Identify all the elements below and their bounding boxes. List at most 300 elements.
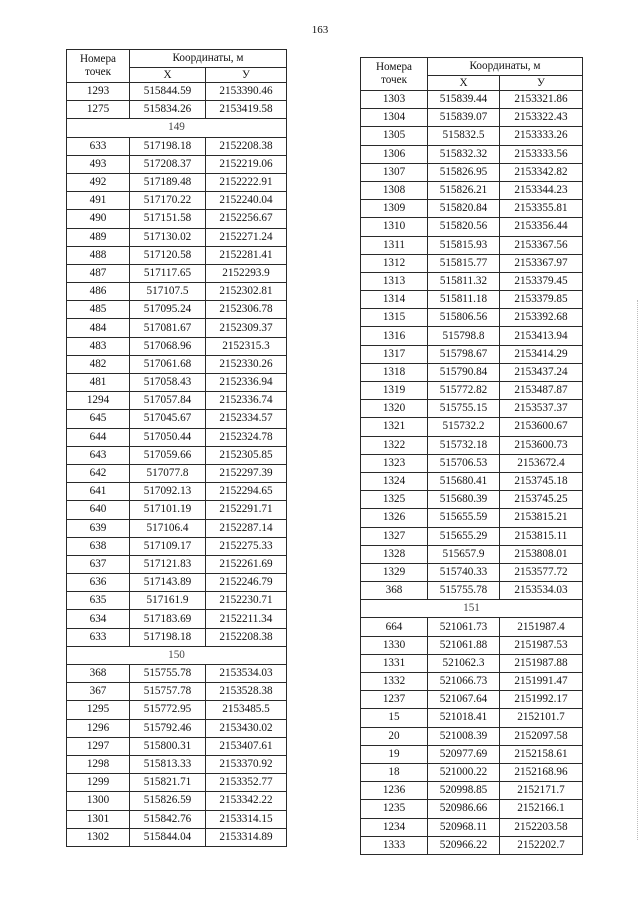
point-number-cell: 1324 — [361, 472, 428, 490]
y-coordinate-cell: 2153672.4 — [500, 454, 583, 472]
table-row — [67, 392, 287, 410]
y-coordinate-cell: 2153344.23 — [500, 181, 583, 199]
x-coordinate-cell: 517077.8 — [130, 464, 206, 482]
x-coordinate-cell: 515800.31 — [130, 737, 206, 755]
table-row — [361, 218, 583, 236]
point-number-cell: 1325 — [361, 491, 428, 509]
x-coordinate-cell: 515680.39 — [428, 491, 500, 509]
point-number-cell: 1296 — [67, 719, 130, 737]
y-coordinate-cell: 2152336.74 — [206, 392, 287, 410]
point-number-cell: 18 — [361, 763, 428, 781]
x-coordinate-cell: 520977.69 — [428, 745, 500, 763]
y-coordinate-cell: 2152315.3 — [206, 337, 287, 355]
table-row — [361, 254, 583, 272]
point-number-cell: 1304 — [361, 109, 428, 127]
y-coordinate-cell: 2153356.44 — [500, 218, 583, 236]
point-number-cell: 1305 — [361, 127, 428, 145]
table-row — [361, 236, 583, 254]
x-coordinate-cell: 515826.59 — [130, 792, 206, 810]
point-number-cell: 1331 — [361, 654, 428, 672]
x-coordinate-cell: 517109.17 — [130, 537, 206, 555]
y-coordinate-cell: 2153745.18 — [500, 472, 583, 490]
y-coordinate-cell: 2153815.21 — [500, 509, 583, 527]
x-coordinate-cell: 515706.53 — [428, 454, 500, 472]
point-number-cell: 634 — [67, 610, 130, 628]
y-coordinate-cell: 2152166.1 — [500, 800, 583, 818]
x-coordinate-cell: 515811.18 — [428, 291, 500, 309]
x-coordinate-cell: 515732.2 — [428, 418, 500, 436]
point-number-cell: 20 — [361, 727, 428, 745]
y-coordinate-cell: 2153419.58 — [206, 101, 287, 119]
point-number-cell: 488 — [67, 246, 130, 264]
point-number-cell: 633 — [67, 628, 130, 646]
y-coordinate-cell: 2152222.91 — [206, 173, 287, 191]
table-row — [361, 545, 583, 563]
x-coordinate-cell: 521061.88 — [428, 636, 500, 654]
point-number-cell: 1332 — [361, 673, 428, 691]
x-coordinate-cell: 517106.4 — [130, 519, 206, 537]
table-row — [67, 683, 287, 701]
point-number-cell: 1321 — [361, 418, 428, 436]
point-number-cell: 638 — [67, 537, 130, 555]
x-coordinate-cell: 521000.22 — [428, 763, 500, 781]
point-number-cell: 1318 — [361, 363, 428, 381]
point-number-cell: 635 — [67, 592, 130, 610]
y-coordinate-cell: 2153321.86 — [500, 91, 583, 109]
point-number-cell: 637 — [67, 555, 130, 573]
x-coordinate-cell: 515798.67 — [428, 345, 500, 363]
x-coordinate-cell: 517092.13 — [130, 483, 206, 501]
y-coordinate-cell: 2153430.02 — [206, 719, 287, 737]
point-number-cell: 15 — [361, 709, 428, 727]
x-coordinate-cell: 517095.24 — [130, 301, 206, 319]
table-row — [67, 228, 287, 246]
x-coordinate-cell: 521018.41 — [428, 709, 500, 727]
page-number: 163 — [311, 24, 329, 36]
table-row — [67, 537, 287, 555]
y-coordinate-cell: 2153815.11 — [500, 527, 583, 545]
table-row — [361, 91, 583, 109]
point-number-cell: 1303 — [361, 91, 428, 109]
point-number-cell: 1313 — [361, 272, 428, 290]
table-row — [67, 628, 287, 646]
point-number-cell: 1317 — [361, 345, 428, 363]
table-row — [361, 363, 583, 381]
y-coordinate-cell: 2151992.17 — [500, 691, 583, 709]
x-coordinate-cell: 515755.15 — [428, 400, 500, 418]
y-coordinate-cell: 2152208.38 — [206, 628, 287, 646]
x-coordinate-cell: 517081.67 — [130, 319, 206, 337]
x-coordinate-cell: 517101.19 — [130, 501, 206, 519]
table-row — [67, 83, 287, 101]
point-number-cell: 644 — [67, 428, 130, 446]
point-number-cell: 1236 — [361, 782, 428, 800]
table-row — [67, 446, 287, 464]
table-row — [67, 101, 287, 119]
point-number-cell: 1316 — [361, 327, 428, 345]
y-coordinate-cell: 2153370.92 — [206, 755, 287, 773]
x-coordinate-cell: 517198.18 — [130, 628, 206, 646]
point-number-cell: 1310 — [361, 218, 428, 236]
point-number-cell: 482 — [67, 355, 130, 373]
section-number: 150 — [67, 646, 287, 664]
y-coordinate-cell: 2152324.78 — [206, 428, 287, 446]
y-coordinate-cell: 2153355.81 — [500, 200, 583, 218]
point-number-cell: 493 — [67, 155, 130, 173]
x-coordinate-cell: 517057.84 — [130, 392, 206, 410]
x-coordinate-cell: 517130.02 — [130, 228, 206, 246]
header-y: У — [206, 68, 287, 83]
y-coordinate-cell: 2152271.24 — [206, 228, 287, 246]
y-coordinate-cell: 2152281.41 — [206, 246, 287, 264]
table-row — [361, 745, 583, 763]
x-coordinate-cell: 515811.32 — [428, 272, 500, 290]
table-row — [361, 582, 583, 600]
point-number-cell: 1306 — [361, 145, 428, 163]
point-number-cell: 1297 — [67, 737, 130, 755]
table-row — [361, 527, 583, 545]
x-coordinate-cell: 517059.66 — [130, 446, 206, 464]
x-coordinate-cell: 515790.84 — [428, 363, 500, 381]
x-coordinate-cell: 521061.73 — [428, 618, 500, 636]
table-row — [361, 109, 583, 127]
y-coordinate-cell: 2152293.9 — [206, 264, 287, 282]
x-coordinate-cell: 517058.43 — [130, 374, 206, 392]
x-coordinate-cell: 520968.11 — [428, 818, 500, 836]
table-row — [67, 501, 287, 519]
x-coordinate-cell: 517143.89 — [130, 574, 206, 592]
x-coordinate-cell: 520966.22 — [428, 836, 500, 854]
point-number-cell: 1299 — [67, 774, 130, 792]
x-coordinate-cell: 517161.9 — [130, 592, 206, 610]
header-y: У — [500, 76, 583, 91]
table-row — [361, 727, 583, 745]
table-row — [67, 155, 287, 173]
x-coordinate-cell: 517117.65 — [130, 264, 206, 282]
table-row — [361, 491, 583, 509]
x-coordinate-cell: 515655.29 — [428, 527, 500, 545]
y-coordinate-cell: 2151991.47 — [500, 673, 583, 691]
section-row — [67, 646, 287, 664]
table-row — [67, 264, 287, 282]
y-coordinate-cell: 2152287.14 — [206, 519, 287, 537]
table-body-left — [67, 83, 287, 847]
table-row — [361, 472, 583, 490]
x-coordinate-cell: 515820.56 — [428, 218, 500, 236]
table-row — [361, 181, 583, 199]
table-row — [67, 719, 287, 737]
point-number-cell: 639 — [67, 519, 130, 537]
y-coordinate-cell: 2152291.71 — [206, 501, 287, 519]
point-number-cell: 1298 — [67, 755, 130, 773]
table-row — [67, 337, 287, 355]
table-row — [361, 436, 583, 454]
x-coordinate-cell: 515826.21 — [428, 181, 500, 199]
x-coordinate-cell: 515798.8 — [428, 327, 500, 345]
point-number-cell: 1300 — [67, 792, 130, 810]
header-coordinates: Координаты, м — [428, 58, 583, 76]
y-coordinate-cell: 2152202.7 — [500, 836, 583, 854]
point-number-cell: 491 — [67, 192, 130, 210]
x-coordinate-cell: 515772.95 — [130, 701, 206, 719]
x-coordinate-cell: 515839.07 — [428, 109, 500, 127]
point-number-cell: 483 — [67, 337, 130, 355]
x-coordinate-cell: 517208.37 — [130, 155, 206, 173]
y-coordinate-cell: 2153314.89 — [206, 828, 287, 846]
point-number-cell: 643 — [67, 446, 130, 464]
point-number-cell: 640 — [67, 501, 130, 519]
table-row — [361, 145, 583, 163]
point-number-cell: 19 — [361, 745, 428, 763]
header-x: X — [130, 68, 206, 83]
y-coordinate-cell: 2153322.43 — [500, 109, 583, 127]
table-row — [67, 592, 287, 610]
x-coordinate-cell: 515792.46 — [130, 719, 206, 737]
y-coordinate-cell: 2152256.67 — [206, 210, 287, 228]
x-coordinate-cell: 515839.44 — [428, 91, 500, 109]
y-coordinate-cell: 2153367.97 — [500, 254, 583, 272]
point-number-cell: 367 — [67, 683, 130, 701]
scan-margin-line — [636, 300, 638, 840]
x-coordinate-cell: 517189.48 — [130, 173, 206, 191]
table-row — [361, 763, 583, 781]
point-number-cell: 1312 — [361, 254, 428, 272]
point-number-cell: 368 — [67, 665, 130, 683]
x-coordinate-cell: 521066.73 — [428, 673, 500, 691]
table-row — [67, 374, 287, 392]
y-coordinate-cell: 2152336.94 — [206, 374, 287, 392]
x-coordinate-cell: 517050.44 — [130, 428, 206, 446]
x-coordinate-cell: 517120.58 — [130, 246, 206, 264]
x-coordinate-cell: 515815.93 — [428, 236, 500, 254]
point-number-cell: 1234 — [361, 818, 428, 836]
point-number-cell: 636 — [67, 574, 130, 592]
x-coordinate-cell: 515832.32 — [428, 145, 500, 163]
y-coordinate-cell: 2153537.37 — [500, 400, 583, 418]
table-row — [67, 410, 287, 428]
x-coordinate-cell: 517198.18 — [130, 137, 206, 155]
x-coordinate-cell: 515680.41 — [428, 472, 500, 490]
y-coordinate-cell: 2153485.5 — [206, 701, 287, 719]
coordinates-table-left — [66, 49, 287, 847]
y-coordinate-cell: 2151987.4 — [500, 618, 583, 636]
x-coordinate-cell: 517183.69 — [130, 610, 206, 628]
y-coordinate-cell: 2152305.85 — [206, 446, 287, 464]
table-row — [67, 173, 287, 191]
table-row — [67, 283, 287, 301]
y-coordinate-cell: 2151987.53 — [500, 636, 583, 654]
x-coordinate-cell: 515844.59 — [130, 83, 206, 101]
table-row — [67, 464, 287, 482]
x-coordinate-cell: 521062.3 — [428, 654, 500, 672]
y-coordinate-cell: 2151987.88 — [500, 654, 583, 672]
y-coordinate-cell: 2152294.65 — [206, 483, 287, 501]
x-coordinate-cell: 515821.71 — [130, 774, 206, 792]
point-number-cell: 1326 — [361, 509, 428, 527]
point-number-cell: 1320 — [361, 400, 428, 418]
table-row — [361, 418, 583, 436]
point-number-cell: 489 — [67, 228, 130, 246]
point-number-cell: 1308 — [361, 181, 428, 199]
table-row — [361, 200, 583, 218]
y-coordinate-cell: 2153379.85 — [500, 291, 583, 309]
table-row — [67, 792, 287, 810]
point-number-cell: 1333 — [361, 836, 428, 854]
x-coordinate-cell: 517151.58 — [130, 210, 206, 228]
y-coordinate-cell: 2152246.79 — [206, 574, 287, 592]
table-row — [67, 737, 287, 755]
point-number-cell: 368 — [361, 582, 428, 600]
y-coordinate-cell: 2153413.94 — [500, 327, 583, 345]
point-number-cell: 484 — [67, 319, 130, 337]
table-row — [67, 774, 287, 792]
table-row — [67, 810, 287, 828]
y-coordinate-cell: 2153528.38 — [206, 683, 287, 701]
y-coordinate-cell: 2153534.03 — [206, 665, 287, 683]
x-coordinate-cell: 515657.9 — [428, 545, 500, 563]
y-coordinate-cell: 2152168.96 — [500, 763, 583, 781]
table-row — [67, 665, 287, 683]
table-row — [361, 163, 583, 181]
y-coordinate-cell: 2152334.57 — [206, 410, 287, 428]
y-coordinate-cell: 2153600.73 — [500, 436, 583, 454]
x-coordinate-cell: 515813.33 — [130, 755, 206, 773]
table-body-right — [361, 91, 583, 855]
x-coordinate-cell: 515655.59 — [428, 509, 500, 527]
y-coordinate-cell: 2152261.69 — [206, 555, 287, 573]
y-coordinate-cell: 2152171.7 — [500, 782, 583, 800]
header-x: X — [428, 76, 500, 91]
point-number-cell: 1327 — [361, 527, 428, 545]
table-row — [67, 574, 287, 592]
point-number-cell: 1329 — [361, 563, 428, 581]
table-row — [67, 610, 287, 628]
point-number-cell: 1323 — [361, 454, 428, 472]
y-coordinate-cell: 2153342.22 — [206, 792, 287, 810]
y-coordinate-cell: 2153487.87 — [500, 382, 583, 400]
point-number-cell: 1330 — [361, 636, 428, 654]
y-coordinate-cell: 2152330.26 — [206, 355, 287, 373]
point-number-cell: 1311 — [361, 236, 428, 254]
table-row — [67, 301, 287, 319]
x-coordinate-cell: 515740.33 — [428, 563, 500, 581]
y-coordinate-cell: 2153314.15 — [206, 810, 287, 828]
y-coordinate-cell: 2153392.68 — [500, 309, 583, 327]
table-row — [361, 836, 583, 854]
point-number-cell: 1322 — [361, 436, 428, 454]
y-coordinate-cell: 2153600.67 — [500, 418, 583, 436]
table-row — [67, 519, 287, 537]
point-number-cell: 481 — [67, 374, 130, 392]
table-row — [67, 210, 287, 228]
table-row — [361, 818, 583, 836]
point-number-cell: 492 — [67, 173, 130, 191]
x-coordinate-cell: 520998.85 — [428, 782, 500, 800]
x-coordinate-cell: 515834.26 — [130, 101, 206, 119]
point-number-cell: 1293 — [67, 83, 130, 101]
point-number-cell: 641 — [67, 483, 130, 501]
header-coordinates: Координаты, м — [130, 50, 287, 68]
table-row — [67, 701, 287, 719]
table-row — [361, 272, 583, 290]
x-coordinate-cell: 521067.64 — [428, 691, 500, 709]
point-number-cell: 490 — [67, 210, 130, 228]
point-number-cell: 1237 — [361, 691, 428, 709]
table-row — [67, 428, 287, 446]
table-row — [361, 800, 583, 818]
y-coordinate-cell: 2153414.29 — [500, 345, 583, 363]
section-row — [361, 600, 583, 618]
y-coordinate-cell: 2153534.03 — [500, 582, 583, 600]
y-coordinate-cell: 2153333.26 — [500, 127, 583, 145]
y-coordinate-cell: 2152309.37 — [206, 319, 287, 337]
y-coordinate-cell: 2152219.06 — [206, 155, 287, 173]
section-number: 151 — [361, 600, 583, 618]
y-coordinate-cell: 2152158.61 — [500, 745, 583, 763]
x-coordinate-cell: 515842.76 — [130, 810, 206, 828]
table-row — [67, 555, 287, 573]
y-coordinate-cell: 2153808.01 — [500, 545, 583, 563]
x-coordinate-cell: 517045.67 — [130, 410, 206, 428]
x-coordinate-cell: 520986.66 — [428, 800, 500, 818]
y-coordinate-cell: 2152208.38 — [206, 137, 287, 155]
point-number-cell: 1302 — [67, 828, 130, 846]
x-coordinate-cell: 517107.5 — [130, 283, 206, 301]
table-row — [67, 828, 287, 846]
x-coordinate-cell: 515826.95 — [428, 163, 500, 181]
table-row — [67, 355, 287, 373]
x-coordinate-cell: 515820.84 — [428, 200, 500, 218]
table-row — [67, 319, 287, 337]
x-coordinate-cell: 517061.68 — [130, 355, 206, 373]
table-row — [361, 636, 583, 654]
point-number-cell: 1315 — [361, 309, 428, 327]
x-coordinate-cell: 517170.22 — [130, 192, 206, 210]
y-coordinate-cell: 2153333.56 — [500, 145, 583, 163]
x-coordinate-cell: 515806.56 — [428, 309, 500, 327]
table-row — [361, 454, 583, 472]
point-number-cell: 1309 — [361, 200, 428, 218]
point-number-cell: 485 — [67, 301, 130, 319]
point-number-cell: 1307 — [361, 163, 428, 181]
table-row — [361, 563, 583, 581]
y-coordinate-cell: 2152101.7 — [500, 709, 583, 727]
y-coordinate-cell: 2153390.46 — [206, 83, 287, 101]
x-coordinate-cell: 515844.04 — [130, 828, 206, 846]
x-coordinate-cell: 515757.78 — [130, 683, 206, 701]
y-coordinate-cell: 2152297.39 — [206, 464, 287, 482]
table-row — [361, 400, 583, 418]
y-coordinate-cell: 2152306.78 — [206, 301, 287, 319]
y-coordinate-cell: 2152302.81 — [206, 283, 287, 301]
point-number-cell: 487 — [67, 264, 130, 282]
header-points: Номера точек — [361, 58, 428, 91]
y-coordinate-cell: 2152240.04 — [206, 192, 287, 210]
point-number-cell: 633 — [67, 137, 130, 155]
point-number-cell: 1314 — [361, 291, 428, 309]
y-coordinate-cell: 2153437.24 — [500, 363, 583, 381]
point-number-cell: 1301 — [67, 810, 130, 828]
table-row — [67, 755, 287, 773]
y-coordinate-cell: 2153342.82 — [500, 163, 583, 181]
table-row — [361, 127, 583, 145]
y-coordinate-cell: 2152275.33 — [206, 537, 287, 555]
table-row — [361, 345, 583, 363]
table-row — [361, 327, 583, 345]
section-row — [67, 119, 287, 137]
table-row — [361, 782, 583, 800]
point-number-cell: 1319 — [361, 382, 428, 400]
